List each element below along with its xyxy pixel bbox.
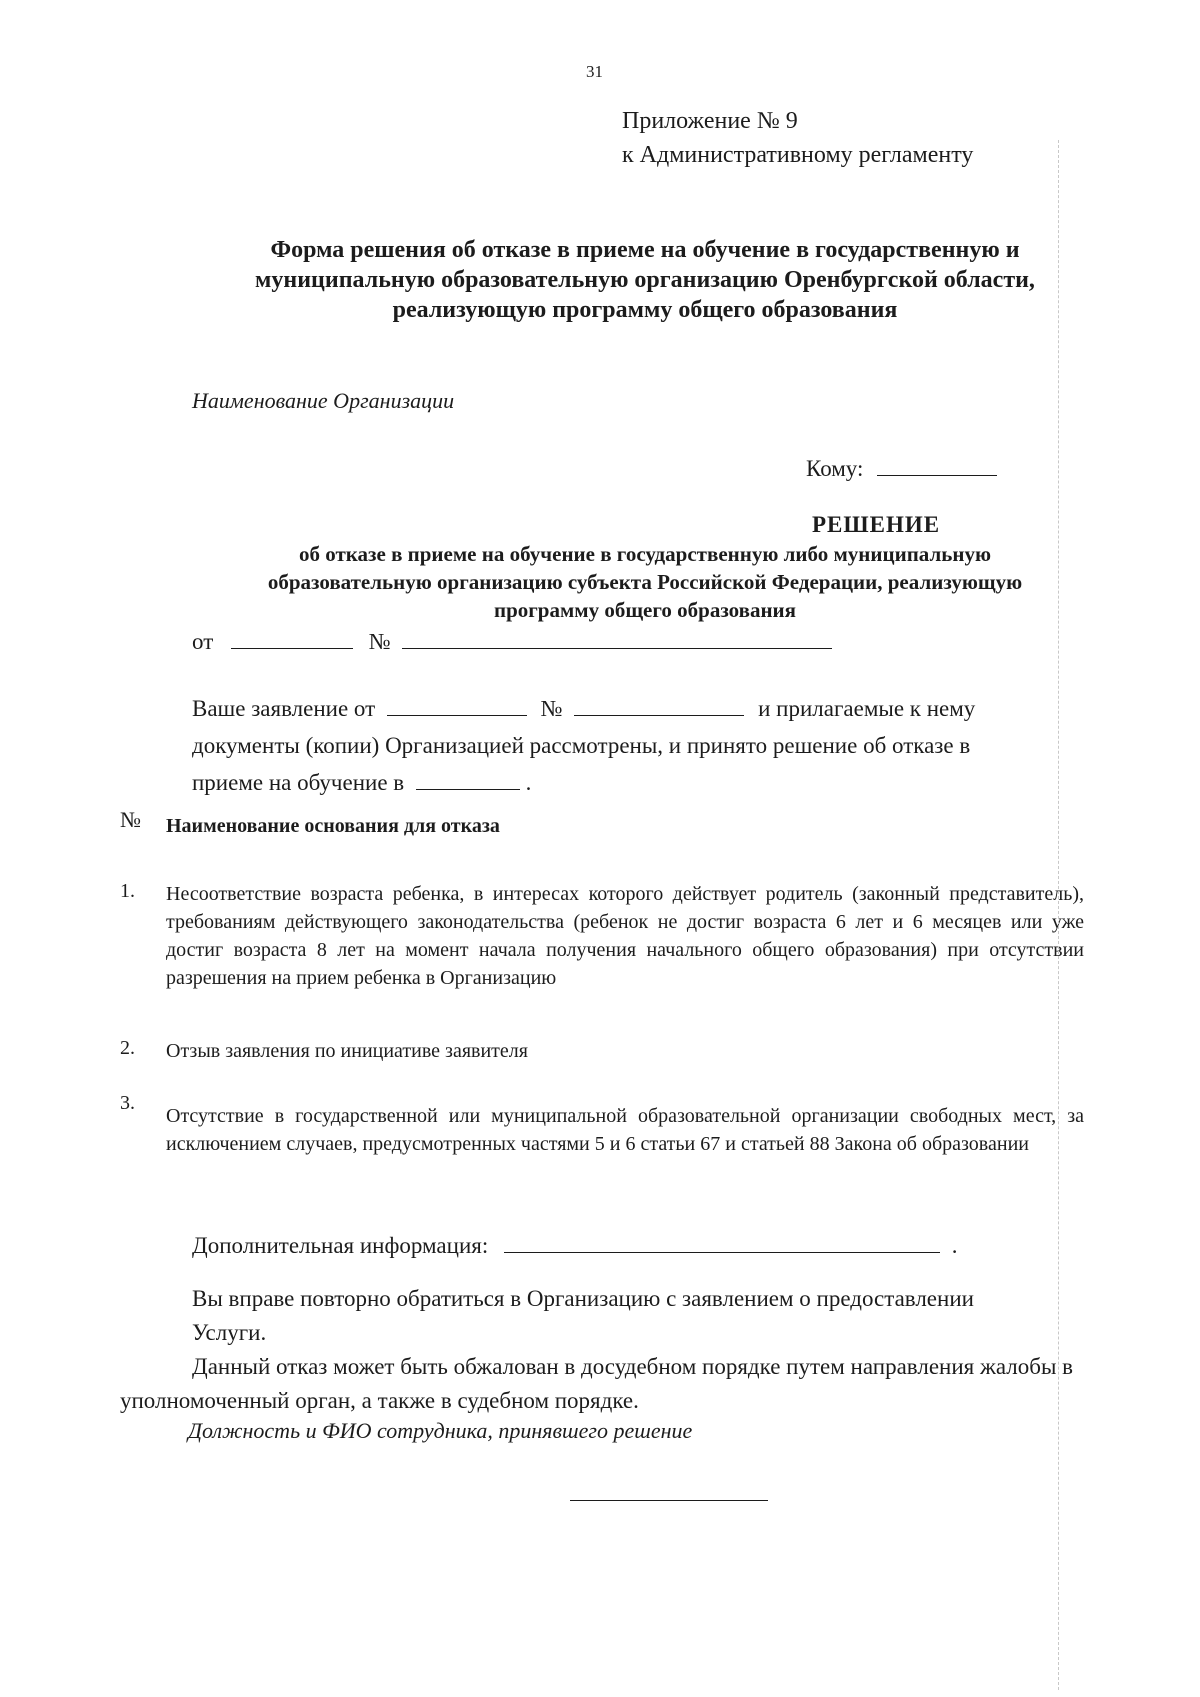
application-line: Ваше заявление от № и прилагаемые к нему — [192, 696, 976, 721]
application-line: документы (копии) Организацией рассмотрены, и принято решение об отказе в — [192, 733, 971, 758]
application-date-blank — [387, 695, 527, 716]
appendix-header — [622, 104, 973, 172]
appeal-notice: Данный отказ может быть обжалован в досудебном порядке путем направления жалобы в уполномоченный орган, а также в судебном порядке. — [120, 1354, 1074, 1413]
application-number-blank — [574, 695, 744, 716]
application-paragraph — [192, 690, 975, 801]
decision-date-number-line — [192, 628, 832, 655]
decision-subtitle-line: образовательную организацию субъекта Российской Федерации, реализующую — [267, 570, 1023, 594]
decision-heading: РЕШЕНИЕ — [812, 512, 941, 537]
page-number: 31 — [586, 62, 603, 81]
signer-position: Должность и ФИО сотрудника, принявшего решение — [188, 1418, 693, 1443]
reason-number: 2. — [120, 1037, 135, 1059]
decision-subtitle — [150, 540, 1140, 624]
reason-number: 3. — [120, 1092, 135, 1114]
reapply-notice-end: Услуги. — [192, 1320, 267, 1345]
additional-info-label: Дополнительная информация: — [192, 1233, 489, 1258]
additional-info-blank — [504, 1232, 940, 1253]
table-reason-header: Наименование основания для отказа — [166, 815, 500, 837]
decision-subtitle-line: об отказе в приеме на обучение в государственную либо муниципальную — [298, 542, 992, 566]
form-title-line: муниципальную образовательную организацию Оренбургской области, — [255, 267, 1035, 293]
application-line: приеме на обучение в . — [192, 770, 532, 795]
signature-line — [570, 1500, 768, 1501]
closing-paragraphs — [120, 1282, 1090, 1418]
recipient-line — [806, 455, 997, 482]
decision-subtitle-line: программу общего образования — [493, 598, 797, 622]
appendix-number: Приложение № 9 — [622, 108, 798, 134]
table-number-header: № — [120, 807, 141, 832]
form-title-line: Форма решения об отказе в приеме на обучение в государственную и — [270, 237, 1020, 263]
appendix-reference: к Административному регламенту — [622, 142, 974, 168]
additional-info-line: Дополнительная информация: . — [192, 1233, 958, 1258]
reason-text: Отсутствие в государственной или муниципальной образовательной организации свободных мест, за исключением случаев, предусмотренных частями 5 и 6 статьи 67 и статьей 88 Закона об образовании — [166, 1105, 1084, 1155]
reason-text: Отзыв заявления по инициативе заявителя — [166, 1040, 528, 1062]
reason-number: 1. — [120, 880, 135, 902]
grade-blank — [416, 769, 520, 790]
number-blank — [402, 628, 832, 649]
form-title — [150, 235, 1140, 325]
date-blank — [231, 628, 353, 649]
reason-text: Несоответствие возраста ребенка, в интересах которого действует родитель (законный представитель), требованиям действующего законодательства (ребенок не достиг возраста 6 лет и 6 месяцев или уже достиг возраста 8 лет на момент начала получения начального общего образования) при отсутствии разрешения на прием ребенка в Организацию — [166, 883, 1084, 989]
reapply-notice: Вы вправе повторно обратиться в Организацию с заявлением о предоставлении — [192, 1286, 974, 1311]
scan-edge-artifact — [1058, 140, 1059, 1690]
date-label: от — [192, 629, 214, 654]
organization-name: Наименование Организации — [192, 388, 455, 413]
recipient-blank — [877, 455, 997, 476]
recipient-label: Кому: — [806, 456, 864, 481]
form-title-line: реализующую программу общего образования — [392, 297, 898, 323]
number-label: № — [368, 629, 391, 654]
